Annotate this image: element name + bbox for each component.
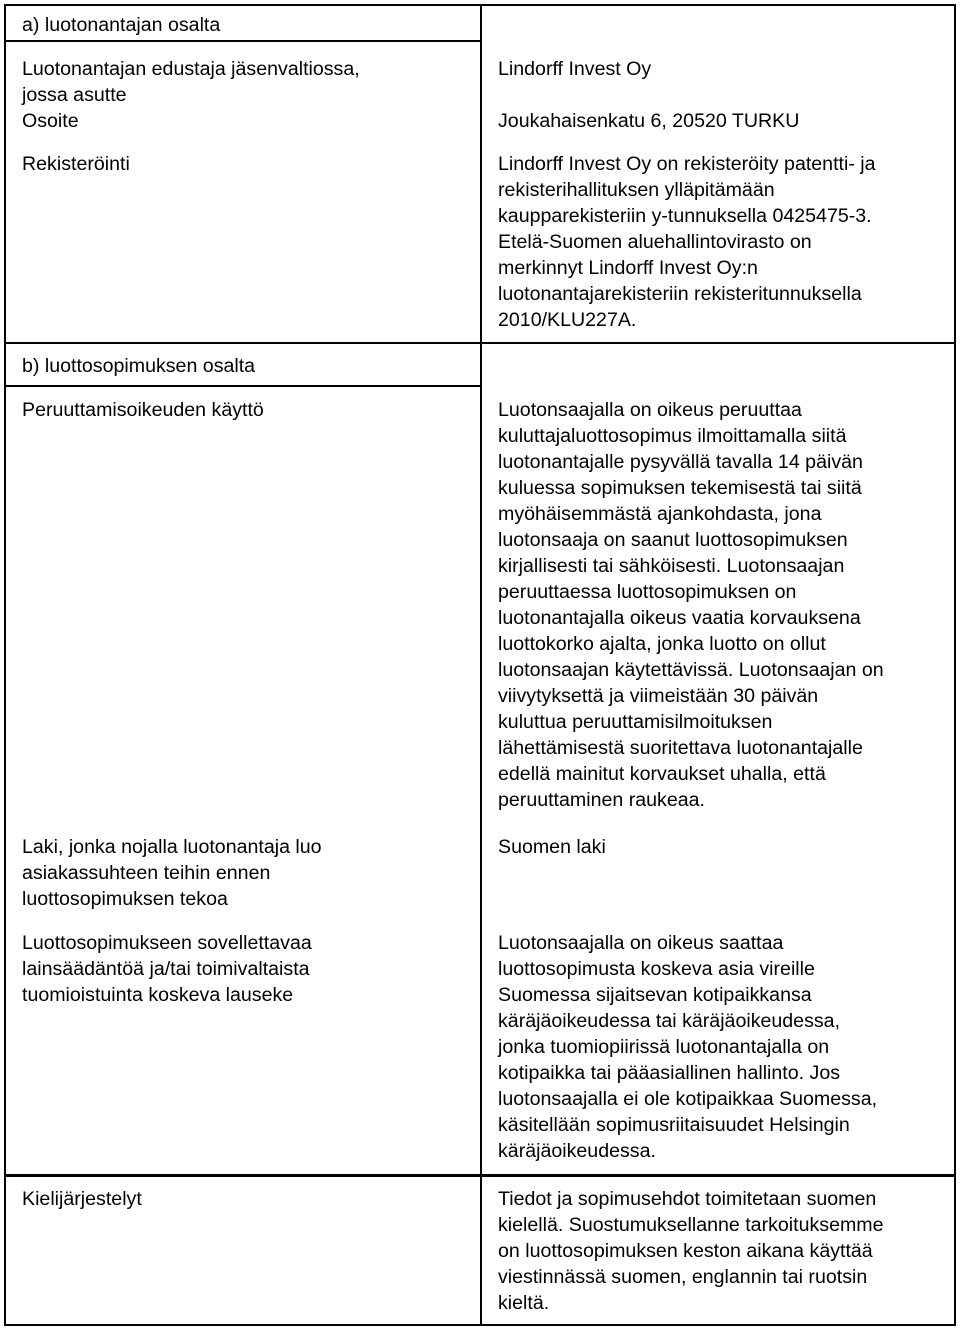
language-label: Kielijärjestelyt	[22, 1188, 142, 1210]
table-border-top	[4, 4, 956, 6]
law-text: Suomen laki	[498, 836, 606, 858]
registration-text: Lindorff Invest Oy on rekisteröity patentti- ja rekisterihallituksen ylläpitämään kaupparekisteriin y-tunnuksella 0425475-3. Etelä-Suomen aluehallintovirasto on merkinnyt Lindorff Invest Oy:n luotonantajarekisteriin rekisteritunnuksella 2010/KLU227A.	[498, 153, 876, 331]
representative-value	[480, 56, 954, 134]
section-a-heading: a) luotonantajan osalta	[22, 14, 221, 36]
row-divider-section-b	[4, 342, 956, 344]
row-divider-a	[4, 40, 482, 42]
law-label: Laki, jonka nojalla luotonantaja luo asiakassuhteen teihin ennen luottosopimuksen tekoa	[22, 836, 322, 910]
row-divider-language	[4, 1174, 956, 1177]
jurisdiction-text: Luotonsaajalla on oikeus saattaa luottosopimusta koskeva asia vireille Suomessa sijaitsevan kotipaikkansa käräjäoikeudessa tai käräjäoikeudessa, jonka tuomiopiirissä luotonantajalla on kotipaikka tai pääasiallinen hallinto. Jos luotonsaajalla ei ole kotipaikkaa Suomessa, käsitellään sopimusriitaisuudet Helsingin käräjäoikeudessa.	[498, 932, 878, 1162]
representative-address: Joukahaisenkatu 6, 20520 TURKU	[498, 110, 800, 132]
jurisdiction-label: Luottosopimukseen sovellettavaa lainsäädäntöä ja/tai toimivaltaista tuomioistuinta koskeva lauseke	[22, 932, 312, 1006]
representative-label-line: Luotonantajan edustaja jäsenvaltiossa,	[22, 58, 360, 80]
table-border-bottom	[4, 1324, 956, 1326]
representative-label	[4, 56, 480, 134]
representative-label-line: Osoite	[22, 110, 79, 132]
section-b-heading: b) luottosopimuksen osalta	[22, 355, 256, 377]
registration-label: Rekisteröinti	[22, 153, 130, 175]
language-text: Tiedot ja sopimusehdot toimitetaan suomen kielellä. Suostumuksellanne tarkoituksemme on luottosopimuksen keston aikana käyttää viestinnässä suomen, englannin tai ruotsin kieltä.	[498, 1188, 884, 1314]
row-divider-b	[4, 385, 482, 387]
withdrawal-text: Luotonsaajalla on oikeus peruuttaa kuluttajaluottosopimus ilmoittamalla siitä luotonantajalle pysyvällä tavalla 14 päivän kuluessa sopimuksen tekemisestä tai siitä myöhäisemmästä ajankohdasta, jona luotonsaaja on saanut luottosopimuksen kirjallisesti tai sähköisesti. Luotonsaajan peruuttaessa luottosopimuksen on luotonantajalla oikeus vaatia korvauksena luottokorko ajalta, jonka luotto on ollut luotonsaajan käytettävissä. Luotonsaajan on viivytyksettä ja viimeistään 30 päivän kuluttua peruuttamisilmoituksen lähettämisestä suoritettava luotonantajalle edellä mainitut korvaukset uhalla, että peruuttaminen raukeaa.	[498, 399, 884, 811]
table-border-right	[954, 4, 956, 1326]
withdrawal-label: Peruuttamisoikeuden käyttö	[22, 399, 264, 421]
representative-label-line: jossa asutte	[22, 84, 127, 106]
table-border-left	[4, 4, 6, 1326]
representative-name: Lindorff Invest Oy	[498, 58, 652, 80]
